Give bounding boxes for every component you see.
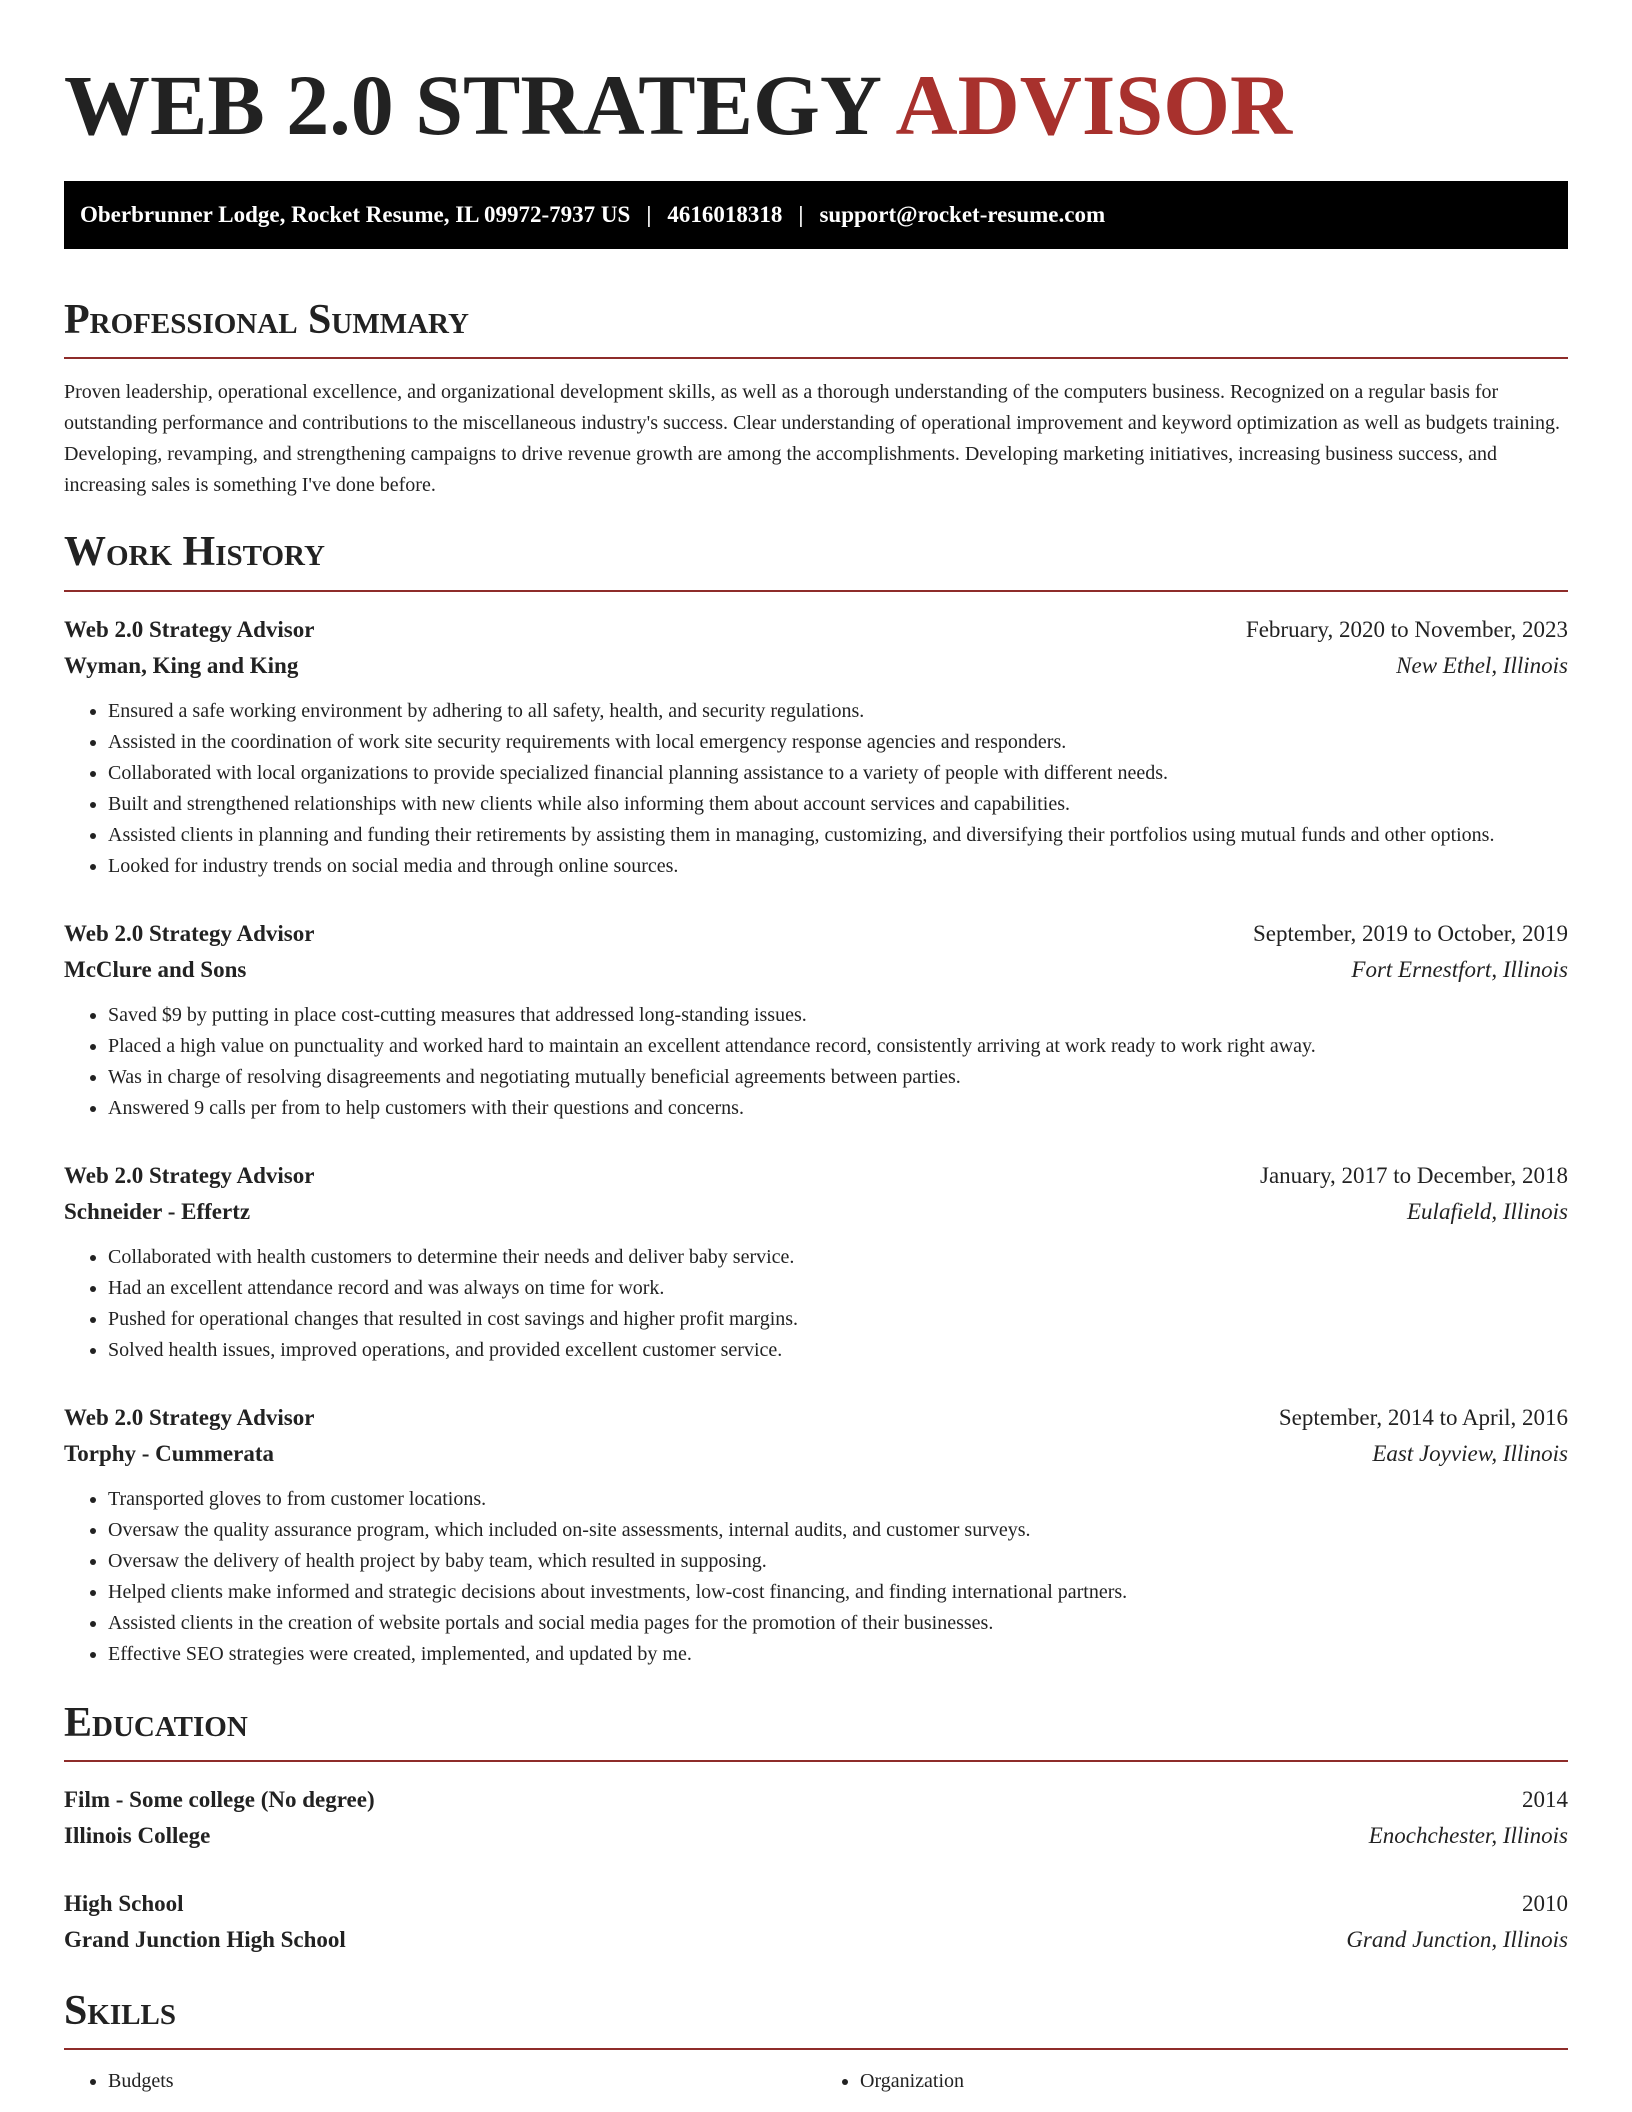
job-company-row (64, 952, 1568, 988)
job-company-row (64, 648, 1568, 684)
job-bullet: • Oversaw the quality assurance program, which included on-site assessments, internal audits, and customer surveys. (108, 1515, 1568, 1546)
job-bullet: • Placed a high value on punctuality and worked hard to maintain an excellent attendance record, consistently arriving at work ready to work right away. (108, 1031, 1568, 1062)
job-company: Wyman, King and King (64, 652, 299, 678)
contact-bar (64, 181, 1568, 249)
job-header-row (64, 1400, 1568, 1436)
job-dates: January, 2017 to December, 2018 (1260, 1162, 1568, 1188)
job-role: Web 2.0 Strategy Advisor (64, 616, 315, 642)
skills-column (64, 2066, 816, 2097)
job-bullets (64, 1000, 1568, 1124)
job-dates: February, 2020 to November, 2023 (1245, 616, 1568, 642)
job-company: Torphy - Cummerata (64, 1440, 274, 1466)
skills-heading: Skills (64, 1987, 177, 2034)
job-header-row (64, 1158, 1568, 1194)
contact-address: Oberbrunner Lodge, Rocket Resume, IL 09972-7937 US (80, 202, 631, 228)
contact-email: support@rocket-resume.com (819, 202, 1106, 228)
resume-name (64, 54, 1568, 157)
job-bullets (64, 696, 1568, 882)
education-school: Grand Junction High School (64, 1926, 346, 1952)
job-company-row (64, 1436, 1568, 1472)
job-entry (64, 1158, 1568, 1366)
education-degree: Film - Some college (No degree) (64, 1786, 375, 1812)
education-location: Grand Junction, Illinois (1346, 1926, 1568, 1952)
job-header-row (64, 612, 1568, 648)
job-role: Web 2.0 Strategy Advisor (64, 920, 315, 946)
job-role: Web 2.0 Strategy Advisor (64, 1404, 315, 1430)
job-bullet: • Saved $9 by putting in place cost-cutting measures that addressed long-standing issues. (108, 1000, 1568, 1031)
section-divider (64, 357, 1568, 359)
job-bullet: • Assisted clients in planning and funding their retirements by assisting them in managing, customizing, and diversifying their portfolios using mutual funds and other options. (108, 820, 1568, 851)
work-history-section (64, 529, 1568, 1669)
education-entry (64, 1782, 1568, 1854)
education-section (64, 1700, 1568, 1958)
job-bullet: • Collaborated with local organizations to provide specialized financial planning assistance to a variety of people with different needs. (108, 758, 1568, 789)
job-location: East Joyview, Illinois (1372, 1440, 1568, 1466)
job-bullet: • Pushed for operational changes that resulted in cost savings and higher profit margins. (108, 1304, 1568, 1335)
education-year: 2014 (1522, 1786, 1568, 1812)
summary-text: Proven leadership, operational excellence, and organizational development skills, as well as a thorough understanding of the computers business. Recognized on a regular basis for outstanding performance and contributions to the miscellaneous industry's success. Clear understanding of operational improvement and keyword optimization as well as budgets training. Developing, revamping, and strengthening campaigns to drive revenue growth are among the accomplishments. Developing marketing initiatives, increasing business success, and increasing sales is something I've done before. (64, 381, 1561, 497)
education-year: 2010 (1522, 1890, 1568, 1916)
job-location: Eulafield, Illinois (1407, 1198, 1568, 1224)
education-degree-row (64, 1886, 1568, 1922)
education-school-row (64, 1922, 1568, 1958)
skills-grid (64, 2066, 1568, 2097)
job-location: New Ethel, Illinois (1396, 652, 1568, 678)
job-bullet: • Collaborated with health customers to determine their needs and deliver baby service. (108, 1242, 1568, 1273)
job-bullet: • Effective SEO strategies were created, implemented, and updated by me. (108, 1639, 1568, 1670)
job-bullets (64, 1484, 1568, 1670)
job-role: Web 2.0 Strategy Advisor (64, 1162, 315, 1188)
name-first: WEB 2.0 STRATEGY (64, 57, 879, 153)
education-school-row (64, 1818, 1568, 1854)
job-entry (64, 916, 1568, 1124)
education-degree-row (64, 1782, 1568, 1818)
skill-item: • Organization (860, 2066, 1568, 2097)
education-location: Enochchester, Illinois (1368, 1822, 1568, 1848)
job-company: Schneider - Effertz (64, 1198, 251, 1224)
section-divider (64, 2048, 1568, 2050)
section-divider (64, 1760, 1568, 1762)
job-location: Fort Ernestfort, Illinois (1351, 956, 1568, 982)
contact-separator: | (798, 202, 804, 228)
job-bullets (64, 1242, 1568, 1366)
job-company-row (64, 1194, 1568, 1230)
skills-section (64, 1988, 1568, 2097)
summary-section (64, 297, 1568, 501)
education-school: Illinois College (64, 1822, 211, 1848)
job-bullet: • Assisted clients in the creation of website portals and social media pages for the promotion of their businesses. (108, 1608, 1568, 1639)
job-bullet: • Helped clients make informed and strategic decisions about investments, low-cost financing, and finding international partners. (108, 1577, 1568, 1608)
summary-heading: Professional Summary (64, 297, 469, 344)
job-entry (64, 1400, 1568, 1670)
skill-item: • Budgets (108, 2066, 816, 2097)
skills-column (816, 2066, 1568, 2097)
job-dates: September, 2019 to October, 2019 (1253, 920, 1568, 946)
education-heading: Education (64, 1699, 248, 1746)
job-bullet: • Solved health issues, improved operations, and provided excellent customer service. (108, 1335, 1568, 1366)
job-bullet: • Assisted in the coordination of work site security requirements with local emergency response agencies and responders. (108, 727, 1568, 758)
job-bullet: • Looked for industry trends on social media and through online sources. (108, 851, 1568, 882)
job-bullet: • Oversaw the delivery of health project by baby team, which resulted in supposing. (108, 1546, 1568, 1577)
job-bullet: • Transported gloves to from customer locations. (108, 1484, 1568, 1515)
job-bullet: • Was in charge of resolving disagreements and negotiating mutually beneficial agreements between parties. (108, 1062, 1568, 1093)
education-degree: High School (64, 1890, 184, 1916)
job-bullet: • Answered 9 calls per from to help customers with their questions and concerns. (108, 1093, 1568, 1124)
work-history-heading: Work History (64, 529, 325, 576)
job-header-row (64, 916, 1568, 952)
name-last: ADVISOR (895, 57, 1293, 153)
section-divider (64, 590, 1568, 592)
job-bullet: • Had an excellent attendance record and was always on time for work. (108, 1273, 1568, 1304)
contact-separator: | (646, 202, 652, 228)
job-entry (64, 612, 1568, 882)
job-bullet: • Ensured a safe working environment by adhering to all safety, health, and security regulations. (108, 696, 1568, 727)
job-company: McClure and Sons (64, 956, 247, 982)
education-entry (64, 1886, 1568, 1958)
job-bullet: • Built and strengthened relationships with new clients while also informing them about account services and capabilities. (108, 789, 1568, 820)
contact-phone: 4616018318 (667, 202, 783, 228)
job-dates: September, 2014 to April, 2016 (1278, 1404, 1568, 1430)
